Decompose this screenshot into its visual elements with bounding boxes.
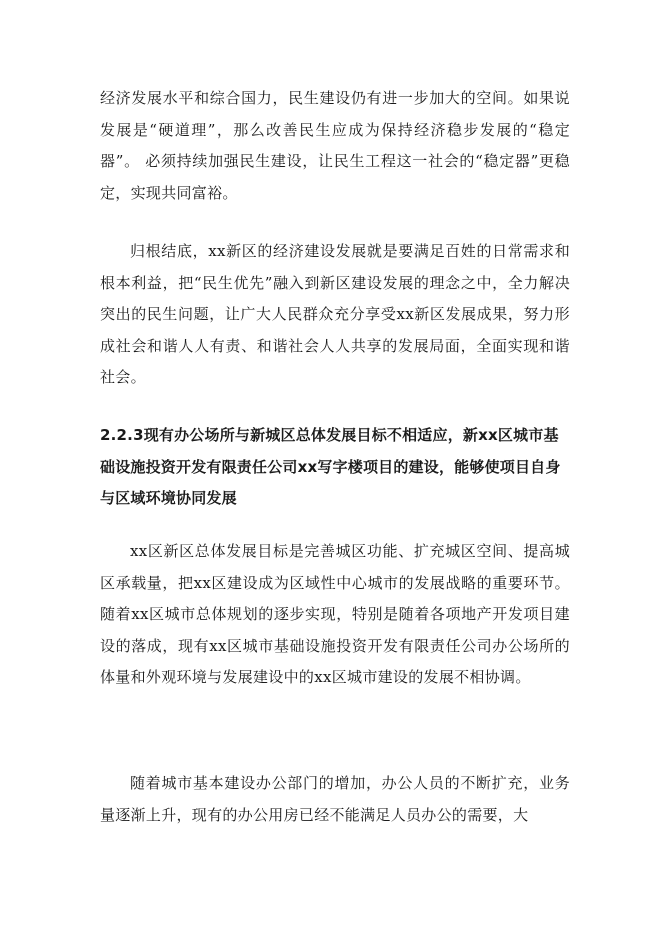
body-paragraph: xx区新区总体发展目标是完善城区功能、扩充城区空间、提高城区承载量，把xx区建设成为区域性中心城市的发展战略的重要环节。随着xx区城市总体规划的逐步实现，特别是随着各项地产开发项目建设的落成，现有xx区城市基础设施投资开发有限责任公司办公场所的体量和外观环境与发展建设中的xx区城市建设的发展不相协调。 (100, 542, 570, 686)
body-paragraph: 随着城市基本建设办公部门的增加，办公人员的不断扩充，业务量逐渐上升，现有的办公用房已经不能满足人员办公的需要，大 (100, 774, 570, 824)
body-paragraph: 归根结底，xx新区的经济建设发展就是要满足百姓的日常需求和根本利益，把“民生优先”融入到新区建设发展的理念之中，全力解决突出的民生问题，让广大人民群众充分享受xx新区发展成果，努力形成社会和谐人人有责、和谐社会人人共享的发展局面，全面实现和谐社会。 (100, 242, 570, 386)
section-heading: 2.2.3现有办公场所与新城区总体发展目标不相适应，新xx区城市基础设施投资开发有限责任公司xx写字楼项目的建设，能够使项目自身与区域环境协同发展 (100, 426, 561, 507)
body-paragraph: 经济发展水平和综合国力，民生建设仍有进一步加大的空间。如果说发展是“硬道理”，那么改善民生应成为保持经济稳步发展的“稳定器”。 必须持续加强民生建设，让民生工程这一社会的“稳定器”更稳定，实现共同富裕。 (100, 89, 570, 202)
